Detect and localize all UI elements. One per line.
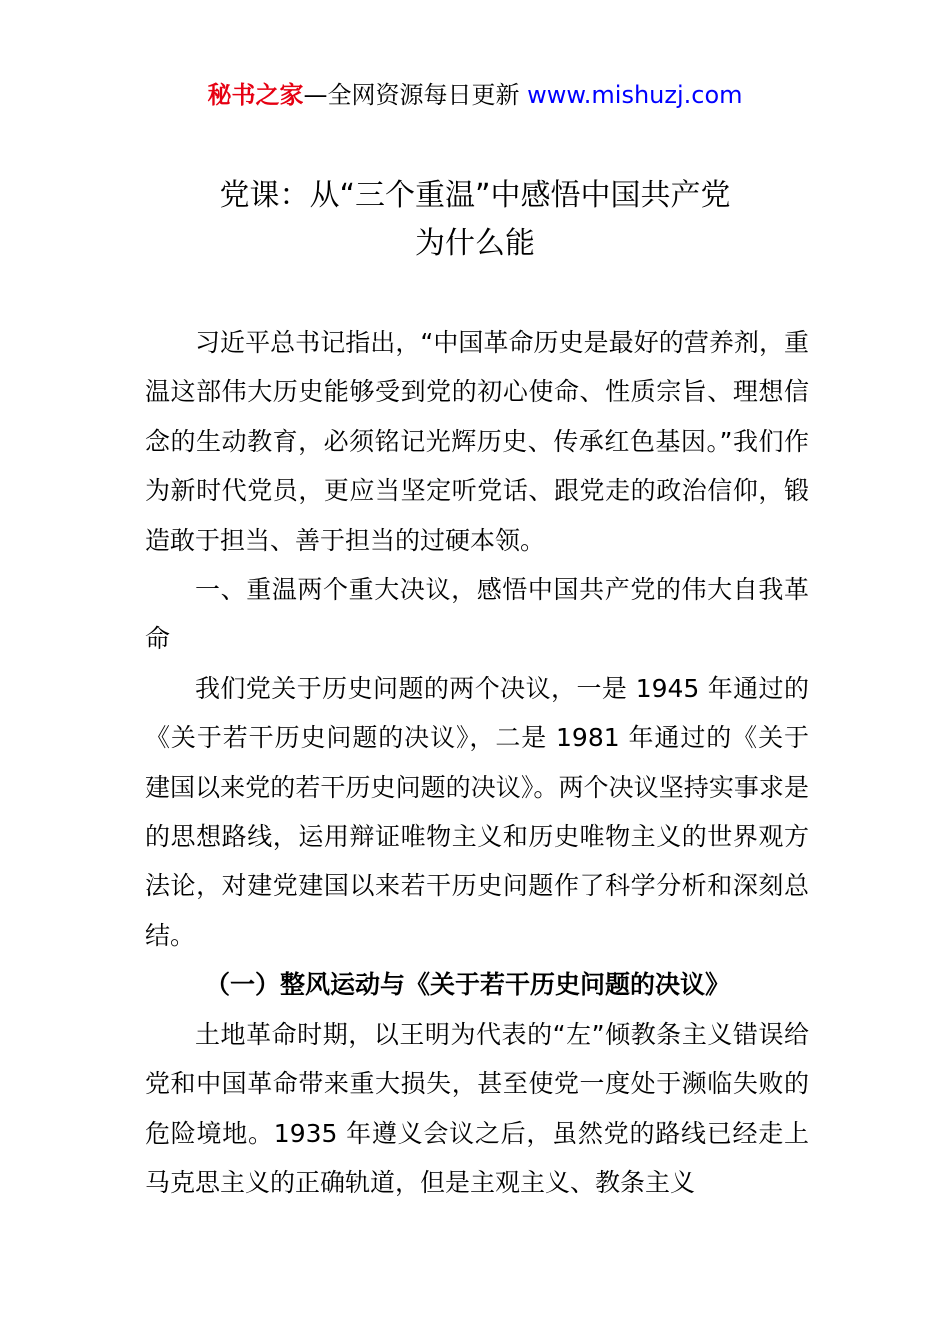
site-header xyxy=(0,78,950,112)
subsection-heading-1: （一）整风运动与《关于若干历史问题的决议》 xyxy=(205,970,731,1000)
document-title xyxy=(0,172,950,268)
title-line-1: 党课：从“三个重温”中感悟中国共产党 xyxy=(219,178,731,213)
site-url-link[interactable]: www.mishuzj.com xyxy=(527,81,743,109)
intro-paragraph: 习近平总书记指出，“中国革命历史是最好的营养剂，重温这部伟大历史能够受到党的初心使命、性质宗旨、理想信念的生动教育，必须铭记光辉历史、传承红色基因。”我们作为新时代党员，更应当坚定听党话、跟党走的政治信仰，锻造敢于担当、善于担当的过硬本领。 xyxy=(145,328,809,555)
site-brand: 秘书之家 xyxy=(207,81,304,109)
site-tagline: —全网资源每日更新 xyxy=(303,81,528,109)
section-heading-1: 一、重温两个重大决议，感悟中国共产党的伟大自我革命 xyxy=(145,575,809,654)
title-line-2: 为什么能 xyxy=(415,226,535,261)
body-paragraph: 我们党关于历史问题的两个决议，一是 1945 年通过的《关于若干历史问题的决议》，二是 1981 年通过的《关于建国以来党的若干历史问题的决议》。两个决议坚持实事求是的思想路线，运用辩证唯物主义和历史唯物主义的世界观方法论，对建党建国以来若干历史问题作了科学分析和深刻总结。 xyxy=(145,673,809,950)
body-paragraph: 土地革命时期，以王明为代表的“左”倾教条主义错误给党和中国革命带来重大损失，甚至使党一度处于濒临失败的危险境地。1935 年遵义会议之后，虽然党的路线已经走上马克思主义的正确轨道，但是主观主义、教条主义 xyxy=(145,1019,809,1197)
document-body xyxy=(145,318,809,1207)
